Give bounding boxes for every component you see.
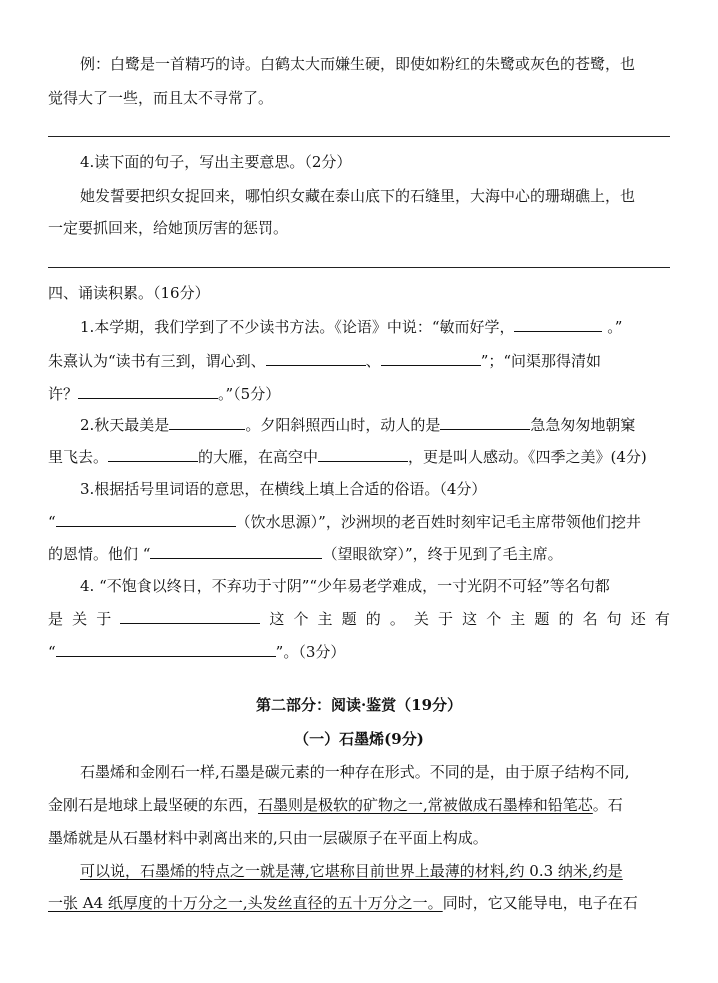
- char: 于: [438, 610, 454, 628]
- s4-q3-prompt: 3.根据括号里词语的意思，在横线上填上合适的俗语。（4分）: [80, 480, 487, 498]
- char: 于: [96, 610, 112, 628]
- passage-p1-line-2: [48, 795, 670, 815]
- char: 个: [293, 610, 309, 628]
- s4-q4-line-3: [48, 641, 670, 662]
- fill-blank[interactable]: [169, 414, 245, 430]
- s4-q2-text-a: 2.秋天最美是: [80, 416, 170, 434]
- example-line-2: 觉得大了一些，而且太不寻常了。: [48, 89, 274, 107]
- s4-q2-text-f: ，更是叫人感动。《四季之美》(4分): [408, 448, 647, 466]
- fill-blank[interactable]: [150, 543, 322, 559]
- fill-blank[interactable]: [381, 350, 481, 366]
- char: 关: [72, 610, 88, 628]
- fill-blank[interactable]: [514, 316, 602, 332]
- s4-q3-text-b: （饮水思源）”，沙洲坝的老百姓时刻牢记毛主席带领他们挖井: [235, 513, 641, 531]
- char: 这: [269, 610, 285, 628]
- char: 的: [365, 610, 381, 628]
- part-2-title: 第二部分：阅读·鉴赏（19分）: [255, 696, 463, 714]
- fill-blank[interactable]: [56, 641, 276, 657]
- s4-q2-line-2: [48, 446, 670, 467]
- char: 句: [606, 610, 622, 628]
- char: 主: [317, 610, 333, 628]
- passage-p1-line-1: 石墨烯和金刚石一样,石墨是碳元素的一种存在形式。不同的是，由于原子结构不同,: [80, 763, 630, 781]
- fill-blank[interactable]: [120, 608, 260, 624]
- s4-q2-text-e: 的大雁，在高空中: [198, 448, 319, 466]
- reading-passage-title: （一）石墨烯(9分): [294, 730, 424, 748]
- example-line-1: 例：白鹭是一首精巧的诗。白鹤太大而嫌生硬，即使如粉红的朱鹭或灰色的苍鹭，也: [80, 55, 636, 73]
- fill-blank[interactable]: [266, 350, 366, 366]
- char: 这: [462, 610, 478, 628]
- char: 是: [48, 610, 64, 628]
- s4-q1-line-1: [80, 316, 670, 337]
- s4-q1-text-g: 。”（5分）: [218, 385, 281, 403]
- underlined-sentence: 石墨则是极软的矿物之一,常被做成石墨棒和铅笔芯: [258, 796, 593, 814]
- answer-line: [48, 136, 670, 137]
- s4-q1-text-b: 。”: [602, 318, 623, 336]
- s4-q1-line-2: [48, 350, 670, 371]
- char: 主: [510, 610, 526, 628]
- open-quote: “: [48, 643, 56, 661]
- char: 还: [630, 610, 646, 628]
- s4-q2-text-c: 急急匆匆地朝窠: [530, 416, 636, 434]
- char: 有: [654, 610, 670, 628]
- char: 个: [486, 610, 502, 628]
- s4-q4-line-2: [48, 608, 670, 629]
- s4-q2-text-b: 。夕阳斜照西山时，动人的是: [245, 416, 441, 434]
- close-quote: ”。（3分）: [275, 643, 346, 661]
- underlined-sentence: 一张 A4 纸厚度的十万分之一,头发丝直径的五十万分之一。: [48, 894, 443, 912]
- s4-q2-line-1: [80, 414, 670, 435]
- q4-text-line-2: 一定要抓回来，给她顶厉害的惩罚。: [48, 219, 289, 237]
- char: 题: [341, 610, 357, 628]
- passage-text: 。石: [592, 796, 623, 814]
- q4-text-line-1: 她发誓要把织女捉回来，哪怕织女藏在泰山底下的石缝里，大海中心的珊瑚礁上，也: [80, 187, 636, 205]
- passage-text: 同时，它又能导电，电子在石: [442, 894, 638, 912]
- fill-blank[interactable]: [78, 383, 218, 399]
- q4-prompt: 4.读下面的句子，写出主要意思。（2分）: [80, 153, 352, 171]
- answer-line: [48, 267, 670, 268]
- s4-q1-line-3: [48, 383, 670, 404]
- char: 。: [389, 610, 405, 628]
- s4-q1-text-f: 许？: [48, 385, 79, 403]
- char: 名: [582, 610, 598, 628]
- fill-blank[interactable]: [56, 511, 236, 527]
- s4-q3-line-1: [48, 511, 670, 532]
- fill-blank[interactable]: [318, 446, 408, 462]
- fill-blank[interactable]: [108, 446, 198, 462]
- s4-q3-text-a: “: [48, 513, 56, 531]
- passage-p1-line-3: 墨烯就是从石墨材料中剥离出来的,只由一层碳原子在平面上构成。: [48, 829, 488, 847]
- s4-q1-text-a: 1.本学期，我们学到了不少读书方法。《论语》中说：“敏而好学，: [80, 318, 515, 336]
- char: 的: [558, 610, 574, 628]
- s4-q3-line-2: [48, 543, 670, 564]
- s4-q1-text-d: 、: [365, 352, 381, 370]
- fill-blank[interactable]: [440, 414, 530, 430]
- char: 题: [534, 610, 550, 628]
- s4-q3-text-c: 的恩情。他们 “: [48, 545, 151, 563]
- s4-q1-text-c: 朱熹认为“读书有三到，谓心到、: [48, 352, 266, 370]
- section-4-title: 四、诵读积累。（16分）: [48, 284, 210, 302]
- s4-q4-line-1: 4. “不饱食以终日，不弃功于寸阴”“少年易老学难成，一寸光阴不可轻”等名句都: [80, 577, 610, 595]
- char: 关: [413, 610, 429, 628]
- passage-text: 金刚石是地球上最坚硬的东西，: [48, 796, 259, 814]
- s4-q3-text-d: （望眼欲穿）”，终于见到了毛主席。: [322, 545, 563, 563]
- s4-q1-text-e: ”；“问渠那得清如: [480, 352, 602, 370]
- passage-p2-line-2: [48, 893, 670, 913]
- s4-q2-text-d: 里飞去。: [48, 448, 109, 466]
- passage-p2-line-1: 可以说，石墨烯的特点之一就是薄,它堪称目前世界上最薄的材料,约 0.3 纳米,约是: [80, 862, 623, 880]
